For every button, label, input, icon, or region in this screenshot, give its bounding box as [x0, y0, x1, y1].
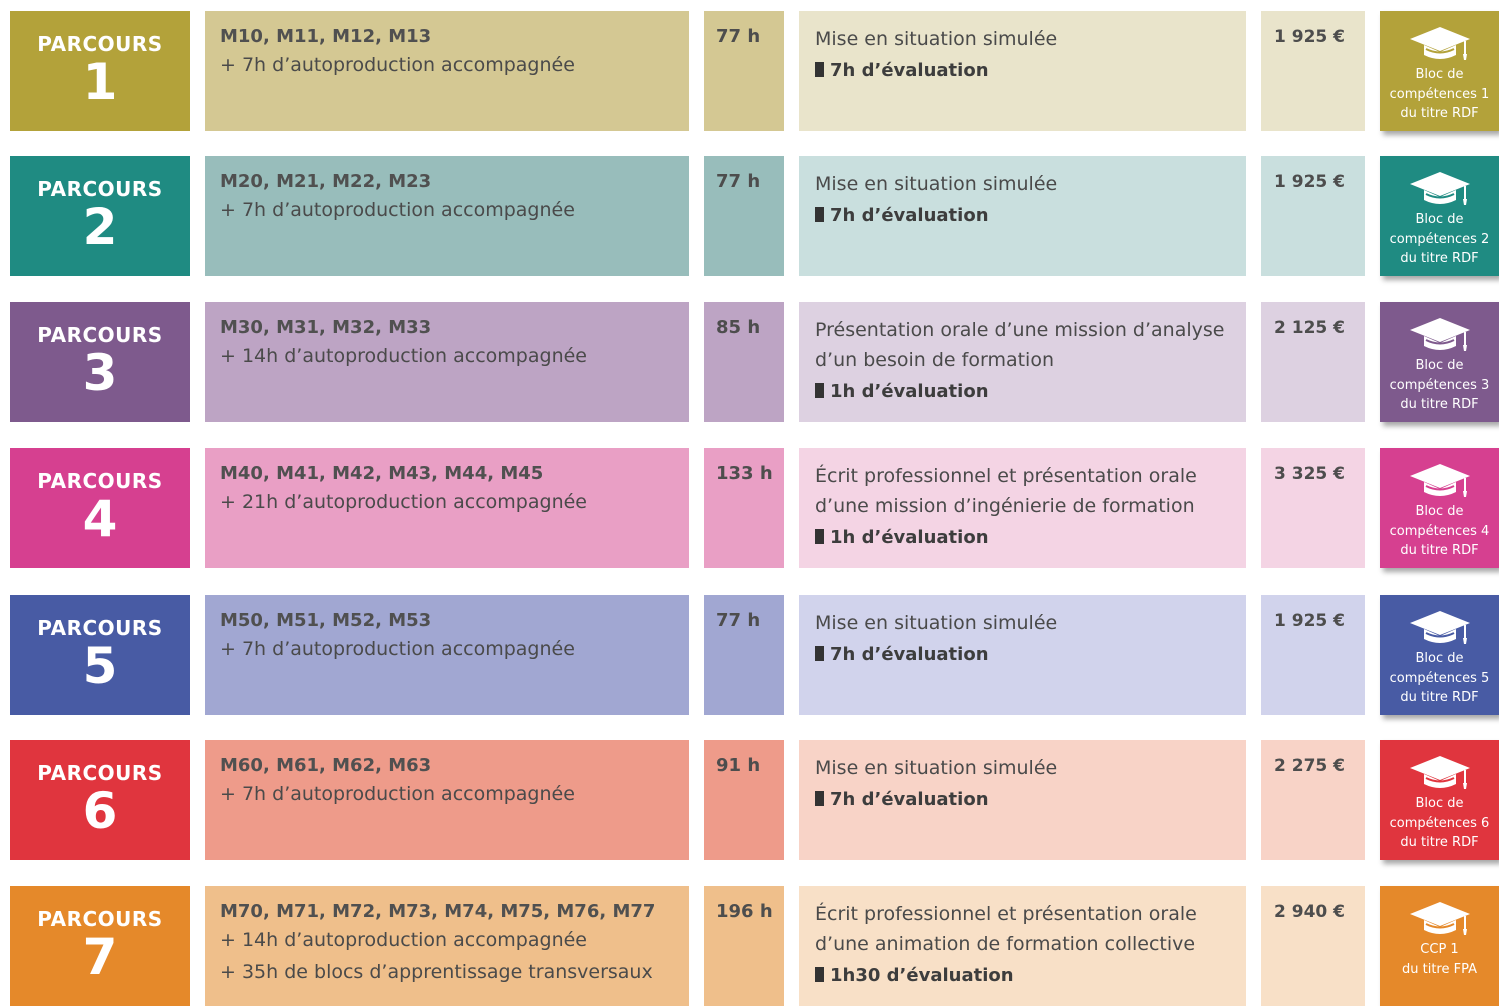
evaluation-cell [799, 740, 1246, 860]
price-cell [1261, 448, 1365, 568]
graduation-cap-icon [1408, 316, 1472, 352]
bloc-competences-badge [1380, 156, 1499, 276]
parcours-number: 5 [82, 637, 118, 695]
price-cell [1261, 302, 1365, 422]
price-cell [1261, 595, 1365, 715]
graduation-cap-icon [1408, 25, 1472, 61]
hours-value: 77 h [716, 26, 761, 47]
evaluation-description: Écrit professionnel et présentation orale d’une animation de formation collective [815, 903, 1197, 955]
parcours-label: PARCOURS [37, 469, 163, 493]
evaluation-duration [815, 58, 1234, 84]
evaluation-description: Présentation orale d’une mission d’analyse d’un besoin de formation [815, 319, 1225, 371]
bloc-competences-badge [1380, 302, 1499, 422]
module-extra: + 7h d’autoproduction accompagnée [220, 199, 575, 221]
evaluation-description: Mise en situation simulée [815, 757, 1058, 779]
module-extra: + 7h d’autoproduction accompagnée [220, 638, 575, 660]
parcours-badge [10, 886, 190, 1006]
graduation-cap-icon [1408, 754, 1472, 790]
modules-cell [205, 448, 689, 568]
parcours-row [0, 302, 1499, 422]
module-list: M60, M61, M62, M63 [220, 755, 432, 776]
parcours-badge [10, 156, 190, 276]
hours-cell [704, 740, 784, 860]
evaluation-duration-text: 7h d’évaluation [830, 60, 989, 81]
module-list: M40, M41, M42, M43, M44, M45 [220, 463, 544, 484]
modules-cell [205, 11, 689, 131]
price-cell [1261, 11, 1365, 131]
square-bullet-icon [815, 207, 824, 222]
evaluation-cell [799, 886, 1246, 1006]
parcours-label: PARCOURS [37, 907, 163, 931]
evaluation-duration [815, 379, 1234, 405]
square-bullet-icon [815, 791, 824, 806]
parcours-row [0, 156, 1499, 276]
price-value: 1 925 € [1274, 611, 1345, 631]
evaluation-duration [815, 203, 1234, 229]
hours-cell [704, 595, 784, 715]
modules-cell [205, 302, 689, 422]
bloc-label: CCP 1 du titre FPA [1402, 942, 1477, 977]
evaluation-cell [799, 11, 1246, 131]
evaluation-cell [799, 448, 1246, 568]
parcours-label: PARCOURS [37, 761, 163, 785]
parcours-label: PARCOURS [37, 616, 163, 640]
evaluation-duration-text: 7h d’évaluation [830, 789, 989, 810]
evaluation-cell [799, 595, 1246, 715]
square-bullet-icon [815, 646, 824, 661]
parcours-row [0, 11, 1499, 131]
evaluation-duration [815, 525, 1234, 551]
hours-cell [704, 886, 784, 1006]
hours-value: 196 h [716, 901, 773, 922]
graduation-cap-icon [1408, 170, 1472, 206]
square-bullet-icon [815, 529, 824, 544]
square-bullet-icon [815, 967, 824, 982]
price-value: 3 325 € [1274, 464, 1345, 484]
hours-value: 77 h [716, 610, 761, 631]
evaluation-duration-text: 1h d’évaluation [830, 527, 989, 548]
module-extra: + 7h d’autoproduction accompagnée [220, 54, 575, 76]
parcours-label: PARCOURS [37, 177, 163, 201]
parcours-row [0, 886, 1499, 1006]
price-value: 2 125 € [1274, 318, 1345, 338]
price-cell [1261, 740, 1365, 860]
parcours-label: PARCOURS [37, 32, 163, 56]
modules-cell [205, 886, 689, 1006]
price-value: 1 925 € [1274, 27, 1345, 47]
bloc-competences-badge [1380, 595, 1499, 715]
parcours-number: 4 [82, 490, 118, 548]
bloc-competences-badge [1380, 11, 1499, 131]
parcours-badge [10, 302, 190, 422]
module-extra: + 7h d’autoproduction accompagnée [220, 783, 575, 805]
module-extra: + 14h d’autoproduction accompagnée [220, 929, 587, 951]
bloc-competences-badge [1380, 448, 1499, 568]
evaluation-description: Écrit professionnel et présentation orale d’une mission d’ingénierie de formation [815, 465, 1197, 517]
modules-cell [205, 595, 689, 715]
module-list: M20, M21, M22, M23 [220, 171, 432, 192]
square-bullet-icon [815, 383, 824, 398]
parcours-number: 1 [82, 53, 118, 111]
parcours-label: PARCOURS [37, 323, 163, 347]
graduation-cap-icon [1408, 609, 1472, 645]
parcours-badge [10, 595, 190, 715]
graduation-cap-icon [1408, 462, 1472, 498]
parcours-number: 2 [82, 198, 118, 256]
bloc-label: Bloc de compétences 6 du titre RDF [1389, 796, 1490, 850]
parcours-badge [10, 11, 190, 131]
evaluation-duration-text: 1h d’évaluation [830, 381, 989, 402]
square-bullet-icon [815, 62, 824, 77]
module-list: M50, M51, M52, M53 [220, 610, 432, 631]
hours-value: 133 h [716, 463, 773, 484]
hours-value: 85 h [716, 317, 761, 338]
parcours-number: 7 [82, 928, 118, 986]
bloc-label: Bloc de compétences 1 du titre RDF [1389, 67, 1490, 121]
module-extra: + 21h d’autoproduction accompagnée [220, 491, 587, 513]
evaluation-description: Mise en situation simulée [815, 612, 1058, 634]
evaluation-duration [815, 963, 1234, 989]
module-extra: + 14h d’autoproduction accompagnée [220, 345, 587, 367]
bloc-competences-badge [1380, 740, 1499, 860]
parcours-row [0, 448, 1499, 568]
module-list: M30, M31, M32, M33 [220, 317, 432, 338]
bloc-label: Bloc de compétences 3 du titre RDF [1389, 358, 1490, 412]
evaluation-cell [799, 156, 1246, 276]
bloc-label: Bloc de compétences 5 du titre RDF [1389, 651, 1490, 705]
module-extra: + 35h de blocs d’apprentissage transversaux [220, 961, 653, 983]
hours-cell [704, 448, 784, 568]
price-cell [1261, 156, 1365, 276]
hours-cell [704, 302, 784, 422]
evaluation-duration-text: 7h d’évaluation [830, 644, 989, 665]
evaluation-duration-text: 7h d’évaluation [830, 205, 989, 226]
price-value: 2 275 € [1274, 756, 1345, 776]
graduation-cap-icon [1408, 900, 1472, 936]
modules-cell [205, 156, 689, 276]
evaluation-description: Mise en situation simulée [815, 173, 1058, 195]
evaluation-duration [815, 642, 1234, 668]
parcours-row [0, 595, 1499, 715]
price-cell [1261, 886, 1365, 1006]
hours-value: 91 h [716, 755, 761, 776]
price-value: 1 925 € [1274, 172, 1345, 192]
hours-value: 77 h [716, 171, 761, 192]
modules-cell [205, 740, 689, 860]
parcours-badge [10, 448, 190, 568]
module-list: M10, M11, M12, M13 [220, 26, 432, 47]
price-value: 2 940 € [1274, 902, 1345, 922]
evaluation-cell [799, 302, 1246, 422]
parcours-badge [10, 740, 190, 860]
parcours-number: 3 [82, 344, 118, 402]
bloc-competences-badge [1380, 886, 1499, 1006]
evaluation-duration-text: 1h30 d’évaluation [830, 965, 1014, 986]
evaluation-duration [815, 787, 1234, 813]
evaluation-description: Mise en situation simulée [815, 28, 1058, 50]
hours-cell [704, 156, 784, 276]
bloc-label: Bloc de compétences 4 du titre RDF [1389, 504, 1490, 558]
bloc-label: Bloc de compétences 2 du titre RDF [1389, 212, 1490, 266]
module-list: M70, M71, M72, M73, M74, M75, M76, M77 [220, 901, 656, 922]
parcours-row [0, 740, 1499, 860]
parcours-number: 6 [82, 782, 118, 840]
hours-cell [704, 11, 784, 131]
